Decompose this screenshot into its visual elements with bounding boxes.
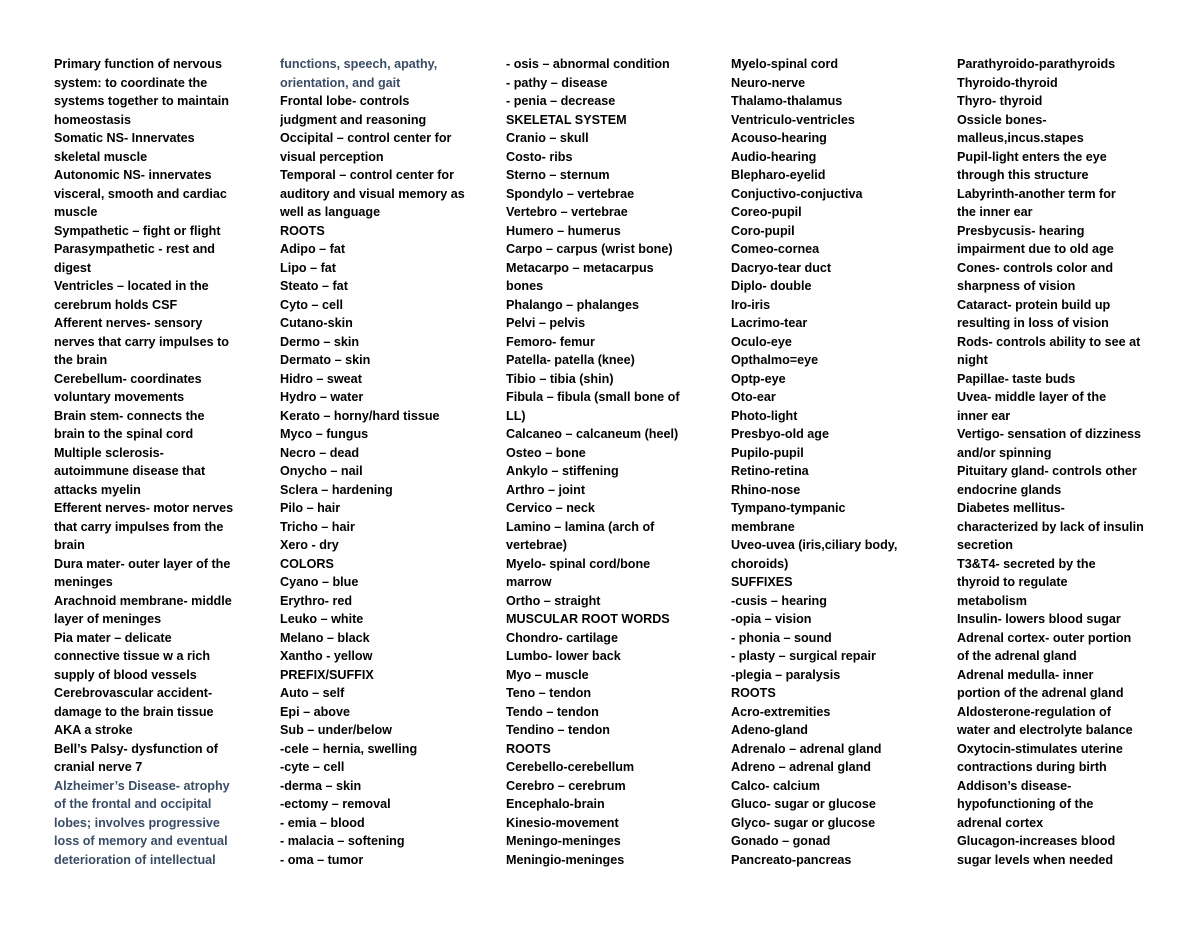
text-line: voluntary movements (54, 390, 185, 404)
text-line: Arachnoid membrane- middle (54, 593, 232, 608)
text-line: Iro-iris (731, 297, 771, 312)
text-line: supply of blood vessels (54, 667, 197, 682)
text-line: Conjuctivo-conjuctiva (731, 186, 863, 201)
text-line: Hidro – sweat (280, 371, 362, 386)
text-line: Thyro- thyroid (957, 94, 1043, 108)
text-line: Vertigo- sensation of dizziness (957, 427, 1142, 441)
text-line: Erythro- red (280, 593, 353, 608)
text-line: Gonado – gonad (731, 834, 831, 848)
text-line: Meningio-meninges (506, 852, 625, 867)
text-line: functions, speech, apathy, (280, 57, 438, 71)
text-line: attacks myelin (54, 482, 141, 497)
text-line: Ventriculo-ventricles (731, 112, 855, 127)
text-line: cranial nerve 7 (54, 760, 143, 774)
text-line: Cranio – skull (506, 131, 589, 145)
text-line: Hydro – water (280, 390, 364, 404)
text-line: Photo-light (731, 408, 798, 423)
text-line: Dacryo-tear duct (731, 260, 832, 275)
text-line: -cele – hernia, swelling (280, 741, 418, 756)
text-line: -ectomy – removal (280, 797, 391, 811)
text-line: Arthro – joint (506, 482, 586, 497)
text-line: Uvea- middle layer of the (957, 390, 1107, 404)
text-line: Auto – self (280, 686, 345, 700)
text-line: Temporal – control center for (280, 168, 455, 182)
text-line: - emia – blood (280, 815, 365, 830)
text-line: ROOTS (280, 223, 325, 238)
text-line: Diabetes mellitus- (957, 501, 1065, 515)
text-line: contractions during birth (957, 760, 1107, 774)
text-line: Primary function of nervous (54, 57, 222, 71)
text-line: Steato – fat (280, 279, 348, 293)
text-line: LL) (506, 408, 526, 423)
text-column-3 (506, 55, 721, 869)
text-line: Cyto – cell (280, 297, 343, 312)
text-line: Frontal lobe- controls (280, 94, 410, 108)
text-line: Femoro- femur (506, 334, 595, 349)
text-line: Pupilo-pupil (731, 445, 804, 460)
text-line: Humero – humerus (506, 223, 621, 238)
text-line: Myelo- spinal cord/bone (506, 556, 651, 571)
text-line: of the frontal and occipital (54, 797, 212, 811)
text-line: Alzheimer’s Disease- atrophy (54, 778, 230, 793)
text-line: Occipital – control center for (280, 131, 452, 145)
text-line: Multiple sclerosis- (54, 445, 164, 460)
text-line: Sympathetic – fight or flight (54, 223, 221, 238)
text-column-4 (731, 55, 936, 869)
text-line: Audio-hearing (731, 149, 817, 164)
text-line: Autonomic NS- innervates (54, 168, 212, 182)
text-line: Efferent nerves- motor nerves (54, 501, 234, 515)
text-line: Tendino – tendon (506, 723, 611, 737)
text-line: Patella- patella (knee) (506, 353, 635, 367)
text-line: choroids) (731, 556, 789, 571)
text-line: Sclera – hardening (280, 482, 393, 497)
text-line: SUFFIXES (731, 575, 793, 589)
text-column-2 (280, 55, 480, 869)
text-line: - osis – abnormal condition (506, 57, 670, 71)
text-line: layer of meninges (54, 612, 162, 626)
text-line: -derma – skin (280, 778, 362, 793)
text-line: Pilo – hair (280, 501, 341, 515)
text-line: Neuro-nerve (731, 75, 806, 90)
text-line: resulting in loss of vision (957, 316, 1109, 330)
text-line: Dermato – skin (280, 353, 371, 367)
text-line: that carry impulses from the (54, 519, 224, 534)
text-line: Oculo-eye (731, 334, 792, 349)
text-line: Epi – above (280, 704, 350, 719)
text-line: Uveo-uvea (iris,ciliary body, (731, 538, 898, 552)
text-line: Adreno – adrenal gland (731, 760, 871, 774)
text-line: visceral, smooth and cardiac (54, 186, 227, 201)
text-line: Acouso-hearing (731, 131, 827, 145)
text-line: Parathyroido-parathyroids (957, 57, 1116, 71)
text-line: COLORS (280, 556, 334, 571)
text-line: Opthalmo=eye (731, 353, 819, 367)
text-line: through this structure (957, 168, 1089, 182)
text-line: Cerebello-cerebellum (506, 760, 635, 774)
text-line: Adeno-gland (731, 723, 808, 737)
text-line: Ortho – straight (506, 593, 601, 608)
text-line: water and electrolyte balance (957, 723, 1133, 737)
text-line: Optp-eye (731, 371, 786, 386)
text-line: Adrenal medulla- inner (957, 667, 1094, 682)
text-line: Pancreato-pancreas (731, 852, 852, 867)
text-line: -cyte – cell (280, 760, 345, 774)
text-line: Comeo-cornea (731, 242, 820, 256)
text-line: Calco- calcium (731, 778, 820, 793)
text-line: Leuko – white (280, 612, 364, 626)
text-line: Chondro- cartilage (506, 630, 618, 645)
text-line: Phalango – phalanges (506, 297, 639, 312)
text-line: Acro-extremities (731, 704, 831, 719)
text-line: Tricho – hair (280, 519, 355, 534)
text-line: Myo – muscle (506, 667, 589, 682)
text-line: Somatic NS- Innervates (54, 131, 195, 145)
text-line: Fibula – fibula (small bone of (506, 390, 680, 404)
text-line: Lumbo- lower back (506, 649, 621, 663)
text-line: Thyroido-thyroid (957, 75, 1058, 90)
text-line: Metacarpo – metacarpus (506, 260, 654, 275)
text-line: Tendo – tendon (506, 704, 599, 719)
text-line: auditory and visual memory as (280, 186, 465, 201)
text-line: the inner ear (957, 205, 1033, 219)
text-line: MUSCULAR ROOT WORDS (506, 612, 670, 626)
text-line: metabolism (957, 593, 1027, 608)
text-line: Cervico – neck (506, 501, 595, 515)
text-line: meninges (54, 575, 113, 589)
text-line: Encephalo-brain (506, 797, 605, 811)
text-line: marrow (506, 575, 552, 589)
text-line: Xantho - yellow (280, 649, 373, 663)
text-column-5 (957, 55, 1157, 869)
text-line: AKA a stroke (54, 723, 133, 737)
text-line: Sub – under/below (280, 723, 392, 737)
text-line: Insulin- lowers blood sugar (957, 612, 1121, 626)
text-line: Pelvi – pelvis (506, 316, 586, 330)
text-column-1 (54, 55, 269, 869)
text-line: Kerato – horny/hard tissue (280, 408, 440, 423)
text-line: Ventricles – located in the (54, 279, 209, 293)
text-line: Adrenalo – adrenal gland (731, 741, 882, 756)
text-line: Cerebro – cerebrum (506, 778, 626, 793)
text-line: Costo- ribs (506, 149, 573, 164)
text-line: night (957, 353, 988, 367)
text-line: Necro – dead (280, 445, 360, 460)
text-line: Spondylo – vertebrae (506, 186, 635, 201)
text-line: Oto-ear (731, 390, 776, 404)
text-line: Coreo-pupil (731, 205, 802, 219)
text-line: Oxytocin-stimulates uterine (957, 741, 1123, 756)
text-line: deterioration of intellectual (54, 852, 216, 867)
text-line: ROOTS (506, 741, 551, 756)
text-line: Rhino-nose (731, 482, 801, 497)
text-line: SKELETAL SYSTEM (506, 112, 627, 127)
text-line: hypofunctioning of the (957, 797, 1094, 811)
text-line: Brain stem- connects the (54, 408, 205, 423)
text-line: Myelo-spinal cord (731, 57, 839, 71)
text-line: Retino-retina (731, 464, 809, 478)
text-line: nerves that carry impulses to (54, 334, 229, 349)
text-line: Rods- controls ability to see at (957, 334, 1141, 349)
text-line: -plegia – paralysis (731, 667, 841, 682)
text-line: thyroid to regulate (957, 575, 1068, 589)
text-line: Diplo- double (731, 279, 812, 293)
text-line: Osteo – bone (506, 445, 586, 460)
text-line: muscle (54, 205, 98, 219)
text-line: Lipo – fat (280, 260, 336, 275)
text-line: Pupil-light enters the eye (957, 149, 1107, 164)
text-line: - penia – decrease (506, 94, 616, 108)
text-line: Cutano-skin (280, 316, 353, 330)
text-line: membrane (731, 519, 795, 534)
text-line: Glyco- sugar or glucose (731, 815, 876, 830)
text-line: Adrenal cortex- outer portion (957, 630, 1132, 645)
text-line: impairment due to old age (957, 242, 1114, 256)
text-line: Coro-pupil (731, 223, 795, 238)
text-line: Ankylo – stiffening (506, 464, 619, 478)
text-line: Parasympathetic - rest and (54, 242, 215, 256)
text-line: Afferent nerves- sensory (54, 316, 203, 330)
text-line: homeostasis (54, 112, 131, 127)
text-line: Dermo – skin (280, 334, 360, 349)
text-line: Melano – black (280, 630, 370, 645)
text-line: characterized by lack of insulin (957, 519, 1144, 534)
text-line: - plasty – surgical repair (731, 649, 876, 663)
text-line: Presbyo-old age (731, 427, 829, 441)
text-line: the brain (54, 353, 108, 367)
text-line: Pituitary gland- controls other (957, 464, 1137, 478)
text-line: skeletal muscle (54, 149, 148, 164)
text-line: Adipo – fat (280, 242, 346, 256)
text-line: Aldosterone-regulation of (957, 704, 1111, 719)
text-line: cerebrum holds CSF (54, 297, 178, 312)
text-line: and/or spinning (957, 445, 1052, 460)
text-line: Xero - dry (280, 538, 339, 552)
text-line: loss of memory and eventual (54, 834, 228, 848)
text-line: Papillae- taste buds (957, 371, 1076, 386)
text-line: Kinesio-movement (506, 815, 619, 830)
text-line: brain to the spinal cord (54, 427, 194, 441)
text-line: damage to the brain tissue (54, 704, 214, 719)
text-line: Vertebro – vertebrae (506, 205, 628, 219)
text-line: malleus,incus.stapes (957, 131, 1084, 145)
text-line: adrenal cortex (957, 815, 1044, 830)
text-line: Addison’s disease- (957, 778, 1072, 793)
text-line: Tibio – tibia (shin) (506, 371, 614, 386)
text-line: Ossicle bones- (957, 112, 1047, 127)
text-line: Myco – fungus (280, 427, 369, 441)
text-line: Glucagon-increases blood (957, 834, 1116, 848)
text-line: Meningo-meninges (506, 834, 621, 848)
text-line: -opia – vision (731, 612, 812, 626)
text-line: brain (54, 538, 85, 552)
text-line: Cones- controls color and (957, 260, 1114, 275)
text-line: Teno – tendon (506, 686, 592, 700)
text-line: Lamino – lamina (arch of (506, 519, 655, 534)
text-line: lobes; involves progressive (54, 815, 220, 830)
text-line: - pathy – disease (506, 75, 608, 90)
text-line: digest (54, 260, 92, 275)
text-line: - phonia – sound (731, 630, 832, 645)
text-line: Cerebellum- coordinates (54, 371, 202, 386)
text-line: Cerebrovascular accident- (54, 686, 213, 700)
text-line: secretion (957, 538, 1013, 552)
text-line: orientation, and gait (280, 75, 401, 90)
text-line: sugar levels when needed (957, 852, 1114, 867)
text-line: Thalamo-thalamus (731, 94, 843, 108)
text-line: of the adrenal gland (957, 649, 1077, 663)
text-line: Labyrinth-another term for (957, 186, 1116, 201)
text-line: vertebrae) (506, 538, 567, 552)
text-line: connective tissue w a rich (54, 649, 211, 663)
text-line: Cataract- protein build up (957, 297, 1111, 312)
text-line: Calcaneo – calcaneum (heel) (506, 427, 679, 441)
text-line: Sterno – sternum (506, 168, 610, 182)
text-line: portion of the adrenal gland (957, 686, 1124, 700)
text-line: PREFIX/SUFFIX (280, 667, 374, 682)
text-line: well as language (280, 205, 381, 219)
text-line: -cusis – hearing (731, 593, 827, 608)
text-line: Lacrimo-tear (731, 316, 808, 330)
text-line: sharpness of vision (957, 279, 1076, 293)
text-line: system: to coordinate the (54, 75, 208, 90)
text-line: Gluco- sugar or glucose (731, 797, 876, 811)
text-line: T3&T4- secreted by the (957, 556, 1096, 571)
text-line: Cyano – blue (280, 575, 359, 589)
text-line: Dura mater- outer layer of the (54, 556, 231, 571)
text-line: Pia mater – delicate (54, 630, 172, 645)
text-line: Bell’s Palsy- dysfunction of (54, 741, 218, 756)
text-line: visual perception (280, 149, 384, 164)
text-line: Onycho – nail (280, 464, 363, 478)
text-line: Blepharo-eyelid (731, 168, 826, 182)
text-line: autoimmune disease that (54, 464, 206, 478)
text-line: inner ear (957, 408, 1011, 423)
text-line: bones (506, 279, 544, 293)
text-line: ROOTS (731, 686, 776, 700)
text-line: Tympano-tympanic (731, 501, 846, 515)
text-line: judgment and reasoning (280, 112, 427, 127)
text-line: - oma – tumor (280, 852, 364, 867)
text-line: Carpo – carpus (wrist bone) (506, 242, 673, 256)
text-line: Presbycusis- hearing (957, 223, 1085, 238)
text-line: systems together to maintain (54, 94, 229, 108)
text-line: - malacia – softening (280, 834, 405, 848)
text-line: endocrine glands (957, 482, 1062, 497)
